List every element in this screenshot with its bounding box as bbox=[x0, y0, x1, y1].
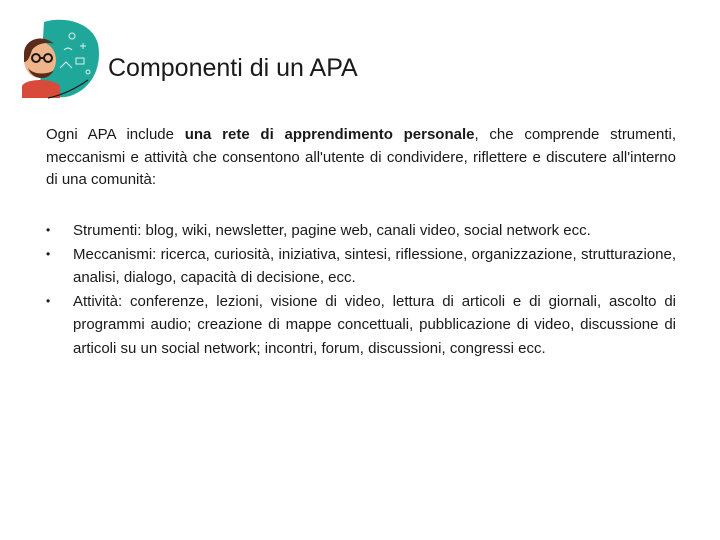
list-item bbox=[46, 219, 676, 243]
bullet-text: Attività: conferenze, lezioni, visione di video, lettura di articoli e di giornali, ascolto di programmi audio; creazione di mappe concettuali, pubblicazione di video, discussione di articoli su un social network; incontri, forum, discussioni, congressi ecc. bbox=[73, 292, 676, 357]
intro-paragraph bbox=[46, 124, 676, 192]
list-item bbox=[46, 290, 676, 361]
bullet-text: Strumenti: blog, wiki, newsletter, pagine web, canali video, social network ecc. bbox=[73, 222, 591, 239]
bullet-text: Meccanismi: ricerca, curiosità, iniziativa, sintesi, riflessione, organizzazione, strutturazione, analisi, dialogo, capacità di decisione, ecc. bbox=[73, 245, 676, 286]
intro-text-after: , che comprende strumenti, meccanismi e attività che consentono all'utente di condividere, riflettere e discutere all'interno di una comunità: bbox=[46, 126, 676, 188]
bullet-icon: • bbox=[46, 293, 51, 308]
bullet-list bbox=[46, 219, 676, 360]
list-item bbox=[46, 243, 676, 290]
bullet-icon: • bbox=[46, 246, 51, 261]
intro-bold-text: una rete di apprendimento personale bbox=[184, 126, 475, 143]
slide-title: Componenti di un APA bbox=[108, 54, 358, 82]
bullet-icon: • bbox=[46, 223, 51, 237]
intro-text-before: Ogni APA include bbox=[46, 126, 185, 143]
school-logo-icon bbox=[14, 16, 102, 102]
